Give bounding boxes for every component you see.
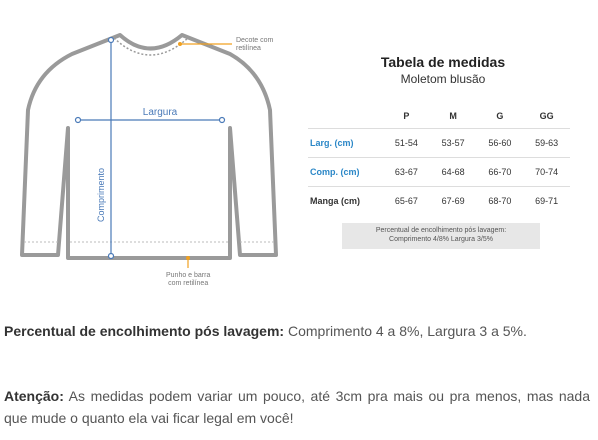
table-cell: 70-74	[523, 158, 570, 187]
length-measure-end	[109, 254, 114, 259]
row-label: Comp. (cm)	[308, 158, 383, 187]
attention-paragraph	[4, 385, 590, 429]
table-row	[308, 187, 570, 216]
table-cell: 65-67	[383, 187, 430, 216]
table-header-empty	[308, 104, 383, 129]
row-label: Manga (cm)	[308, 187, 383, 216]
hem-callout-line1: Punho e barra	[166, 272, 211, 279]
table-header-cell: G	[496, 111, 504, 121]
table-cell: 66-70	[477, 158, 524, 187]
hem-callout-dot	[186, 256, 190, 260]
width-label: Largura	[142, 107, 178, 118]
neckline-callout-line2: retilínea	[236, 45, 261, 52]
table-header-cell: M	[449, 111, 457, 121]
width-measure-end	[220, 118, 225, 123]
table-title: Tabela de medidas	[380, 54, 506, 70]
neckline-callout	[236, 37, 273, 53]
shrink-note-box	[342, 223, 540, 249]
sweatshirt-outline	[22, 35, 276, 258]
table-cell: 51-54	[383, 129, 430, 158]
shrinkage-text: Comprimento 4 a 8%, Largura 3 a 5%.	[284, 323, 527, 339]
table-cell: 59-63	[523, 129, 570, 158]
row-label: Larg. (cm)	[308, 129, 383, 158]
hem-callout	[166, 272, 210, 288]
table-cell: 64-68	[430, 158, 477, 187]
shrinkage-paragraph	[4, 320, 590, 342]
length-label: Comprimento	[96, 167, 106, 223]
width-measure-start	[76, 118, 81, 123]
shrink-note-line1: Percentual de encolhimento pós lavagem:	[375, 227, 507, 234]
hem-callout-line2: com retilínea	[168, 280, 209, 287]
table-cell: 67-69	[430, 187, 477, 216]
length-measure-start	[109, 38, 114, 43]
size-table	[308, 104, 570, 215]
table-row	[308, 129, 570, 158]
attention-text: As medidas podem variar um pouco, até 3cm pra mais ou pra menos, mas nada que mude o quanto ela vai ficar legal em você!	[4, 388, 590, 426]
table-row	[308, 158, 570, 187]
table-header-row	[308, 104, 570, 129]
table-cell: 63-67	[383, 158, 430, 187]
neckline-callout-dot	[178, 42, 182, 46]
attention-heading: Atenção:	[4, 388, 64, 404]
neckline-callout-line1: Decote com	[236, 37, 274, 44]
size-table-block	[308, 54, 578, 249]
table-cell: 68-70	[477, 187, 524, 216]
table-cell: 56-60	[477, 129, 524, 158]
shrinkage-heading: Percentual de encolhimento pós lavagem:	[4, 323, 285, 339]
table-header-cell: P	[403, 111, 410, 121]
table-cell: 53-57	[430, 129, 477, 158]
table-cell: 69-71	[523, 187, 570, 216]
table-subtitle: Moletom blusão	[400, 72, 486, 86]
table-header-cell: GG	[539, 111, 554, 121]
shrink-note-line2: Comprimento 4/8% Largura 3/5%	[389, 236, 493, 243]
